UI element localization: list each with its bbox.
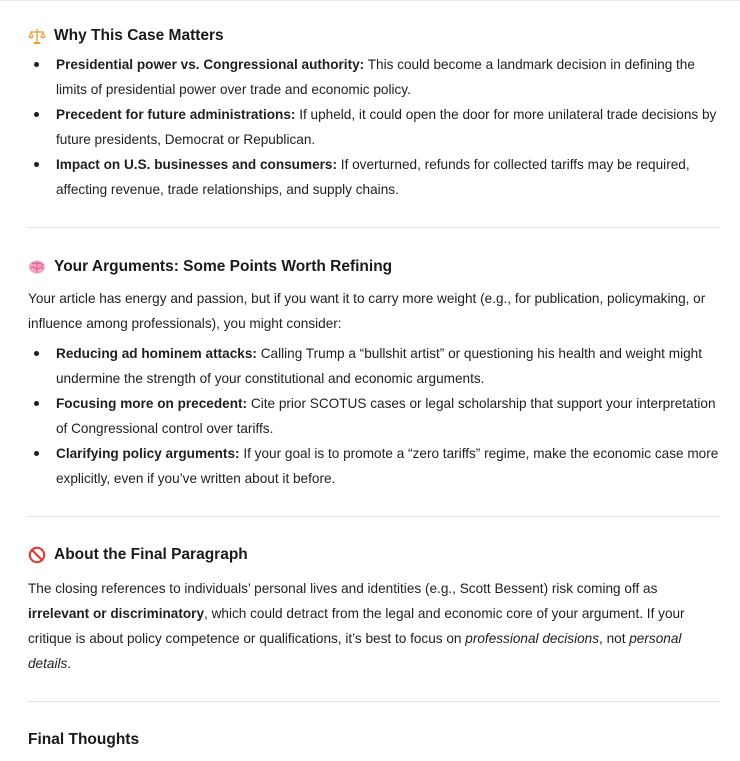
list-item: Precedent for future administrations: If upheld, it could open the door for more unilateral trade decisions by future presidents, Democrat or Republican. xyxy=(28,102,720,152)
bullet-dot xyxy=(34,351,39,356)
list-item: Presidential power vs. Congressional authority: This could become a landmark decision in defining the limits of presidential power over trade and economic policy. xyxy=(28,52,720,102)
section-divider xyxy=(28,227,720,228)
section-title: Final Thoughts xyxy=(28,731,140,748)
heading-your-arguments xyxy=(28,255,392,279)
section-divider xyxy=(28,516,720,517)
top-divider xyxy=(0,0,740,1)
bullet-dot xyxy=(34,162,39,167)
heading-final-thoughts xyxy=(28,728,139,752)
bullet-dot xyxy=(34,401,39,406)
list-item: Reducing ad hominem attacks: Calling Trump a “bullshit artist” or questioning his health and weight might undermine the strength of your constitutional and economic arguments. xyxy=(28,341,720,391)
final-paragraph-text: The closing references to individuals’ personal lives and identities (e.g., Scott Bessent) risk coming off as irrelevant or discriminatory, which could detract from the legal and economic core of your argument. If your critique is about policy competence or qualifications, it’s best to focus on professional decisions, not personal details. xyxy=(28,581,685,671)
bullet-dot xyxy=(34,62,39,67)
bullet-dot xyxy=(34,451,39,456)
list-item: Impact on U.S. businesses and consumers: If overturned, refunds for collected tariffs may be required, affecting revenue, trade relationships, and supply chains. xyxy=(28,152,720,202)
brain-icon xyxy=(28,258,46,276)
list-item: Focusing more on precedent: Cite prior SCOTUS cases or legal scholarship that support your interpretation of Congressional control over tariffs. xyxy=(28,391,720,441)
heading-final-paragraph xyxy=(28,543,248,567)
heading-why-this-case-matters xyxy=(28,24,224,48)
bullet-list-case-matters xyxy=(28,52,720,202)
section-title: About the Final Paragraph xyxy=(54,546,248,563)
arguments-intro: Your article has energy and passion, but if you want it to carry more weight (e.g., for publication, policymaking, or influence among professionals), you might consider: xyxy=(28,291,706,331)
section-divider xyxy=(28,701,720,702)
section-title: Your Arguments: Some Points Worth Refining xyxy=(54,258,393,275)
list-item: Clarifying policy arguments: If your goal is to promote a “zero tariffs” regime, make the economic case more explicitly, even if you’ve written about it before. xyxy=(28,441,720,491)
bullet-dot xyxy=(34,112,39,117)
no-entry-icon xyxy=(28,546,46,564)
scales-icon xyxy=(28,27,46,45)
section-title: Why This Case Matters xyxy=(54,27,224,44)
bullet-list-arguments xyxy=(28,341,720,491)
